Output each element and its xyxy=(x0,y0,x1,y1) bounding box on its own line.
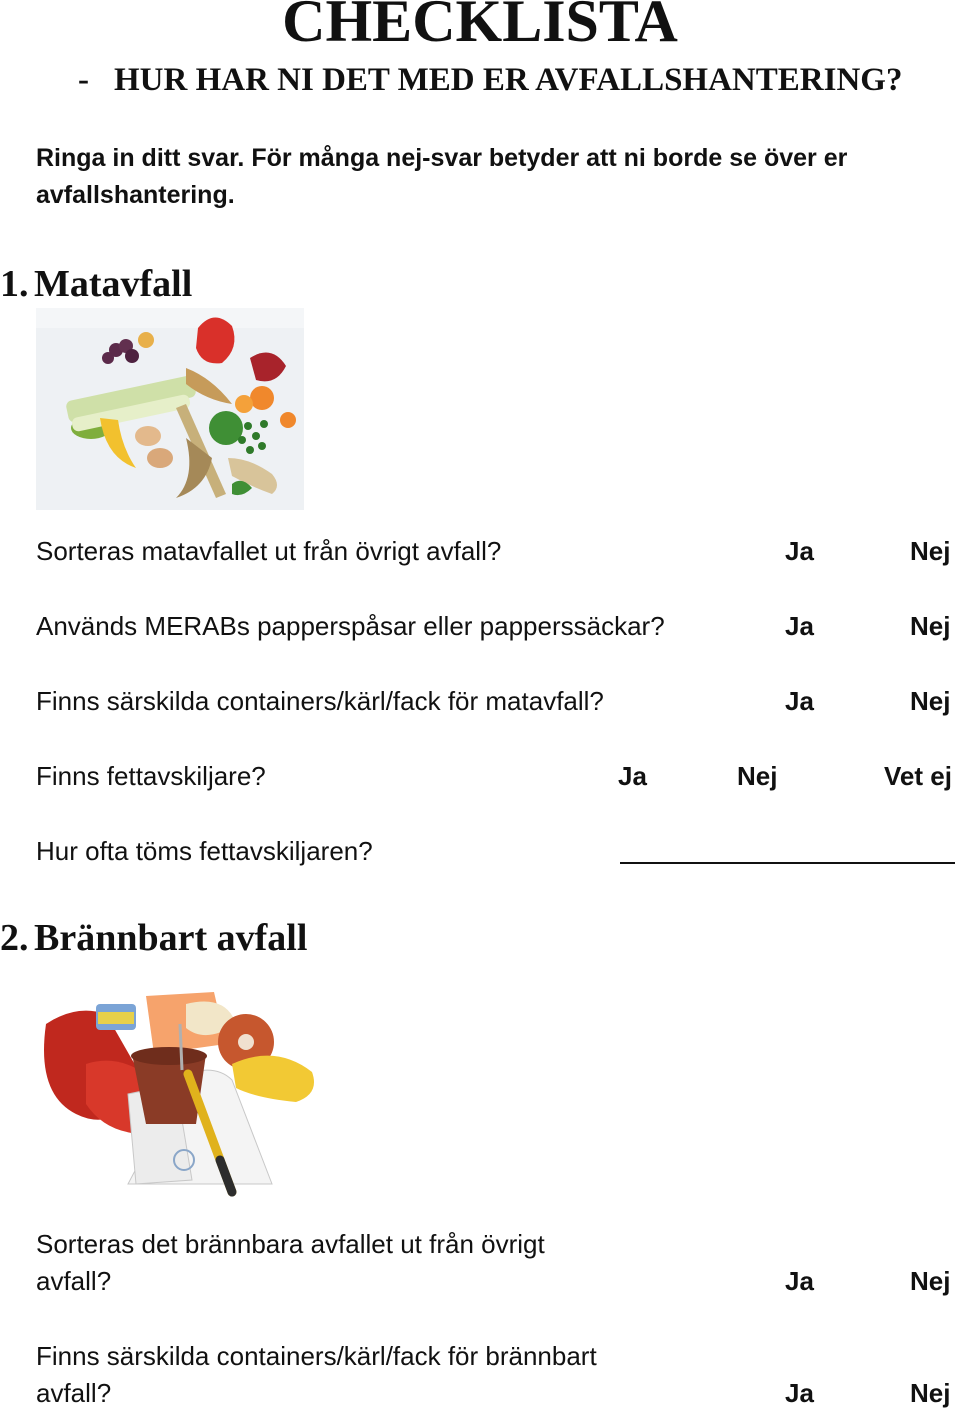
question-text: Hur ofta töms fettavskiljaren? xyxy=(36,836,373,866)
answer-ja[interactable]: Ja xyxy=(618,761,647,791)
answer-vet-ej[interactable]: Vet ej xyxy=(884,761,952,791)
question-text: Sorteras matavfallet ut från övrigt avfall? xyxy=(36,536,502,566)
answer-nej[interactable]: Nej xyxy=(910,686,951,716)
answer-ja[interactable]: Ja xyxy=(785,686,814,716)
answer-nej[interactable]: Nej xyxy=(910,536,951,566)
question-text: Finns särskilda containers/kärl/fack för matavfall? xyxy=(36,686,604,716)
section-number: 1. xyxy=(0,263,29,305)
answer-nej[interactable]: Nej xyxy=(737,761,778,791)
answer-ja[interactable]: Ja xyxy=(785,536,814,566)
question-text: Finns fettavskiljare? xyxy=(36,761,266,791)
answer-nej[interactable]: Nej xyxy=(910,1378,951,1408)
combustible-waste-photo xyxy=(36,984,320,1198)
section-title: Brännbart avfall xyxy=(34,917,308,959)
question-text: Används MERABs papperspåsar eller papperssäckar? xyxy=(36,611,665,641)
section-heading-matavfall xyxy=(0,262,192,306)
answer-ja[interactable]: Ja xyxy=(785,1266,814,1296)
answer-nej[interactable]: Nej xyxy=(910,611,951,641)
question-text-line2: avfall? xyxy=(36,1266,112,1296)
answer-blank-line[interactable] xyxy=(620,862,955,864)
food-waste-photo xyxy=(36,308,304,510)
subtitle-dash: - xyxy=(78,62,89,98)
section-number: 2. xyxy=(0,917,29,959)
question-text-line1: Finns särskilda containers/kärl/fack för brännbart xyxy=(36,1341,597,1371)
question-text-line2: avfall? xyxy=(36,1378,112,1408)
section-title: Matavfall xyxy=(34,263,193,305)
instruction-text: Ringa in ditt svar. För många nej-svar betyder att ni borde se över er avfallshantering. xyxy=(36,144,848,209)
question-text-line1: Sorteras det brännbara avfallet ut från övrigt xyxy=(36,1229,545,1259)
section-heading-brannbart xyxy=(0,916,307,960)
answer-ja[interactable]: Ja xyxy=(785,611,814,641)
page-title: CHECKLISTA xyxy=(282,0,678,54)
subtitle-text: HUR HAR NI DET MED ER AVFALLSHANTERING? xyxy=(114,62,903,98)
answer-ja[interactable]: Ja xyxy=(785,1378,814,1408)
answer-nej[interactable]: Nej xyxy=(910,1266,951,1296)
page-subtitle xyxy=(78,60,902,100)
